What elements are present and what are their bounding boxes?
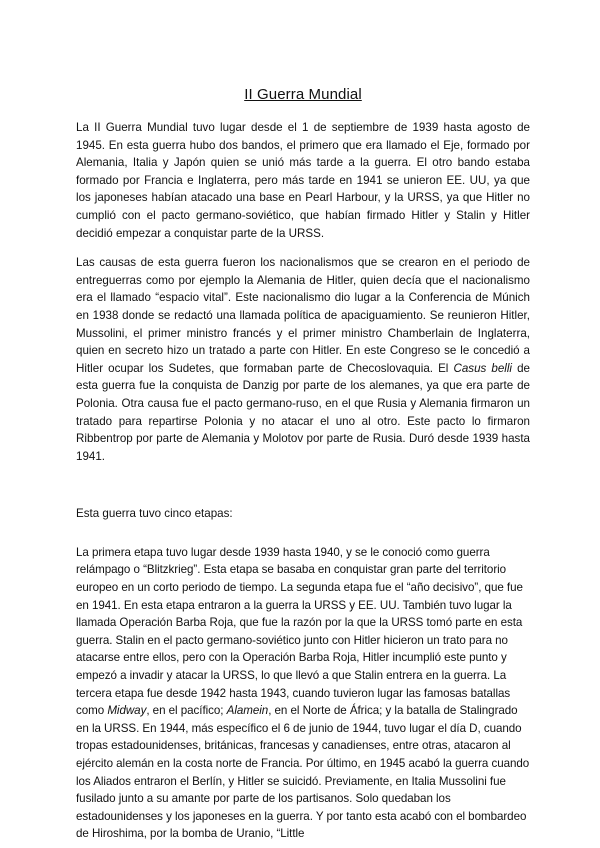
causes-text-end: de esta guerra fue la conquista de Danzig por parte de los alemanes, ya que era parte de Polonia. Otra causa fue el pacto germano-ruso, en el que Rusia y Alemania firmaron un tratado para repartirse Polonia y no atacar el uno al otro. Este pacto lo firmaron Ribbentrop por parte de Alemania y Molotov por parte de Rusia. Duró desde 1939 hasta 1941. <box>76 361 530 463</box>
midway-term: Midway <box>107 704 147 718</box>
casus-belli-term: Casus belli <box>453 361 513 375</box>
stages-text-1: La primera etapa tuvo lugar desde 1939 hasta 1940, y se le conoció como guerra relámpago o “Blitzkrieg”. Esta etapa se basaba en conquistar gran parte del territorio europeo en un corto periodo de tiempo. La segunda etapa fue el “año decisivo”, que fue en 1941. En esta etapa entraron a la guerra la URSS y EE. UU. También tuvo lugar la llamada Operación Barba Roja, que fue la razón por la que la URSS tomó parte en esta guerra. Stalin en el pacto germano-soviético junto con Hitler hicieron un trato para no atacarse entre ellos, pero con la Operación Barba Roja, Hitler incumplió este punto y empezó a invadir y atacar la URSS, lo que llevó a que Stalin entrera en la guerra. La tercera etapa fue desde 1942 hasta 1943, cuando tuvieron lugar las famosas batallas como <box>76 545 523 718</box>
spacer <box>76 465 530 505</box>
spacer <box>76 242 530 254</box>
stages-text-3: , en el Norte de África; y la batalla de Stalingrado en la URSS. En 1944, más específico el 6 de junio de 1944, tuvo lugar el día D, cuando tropas estadounidenses, británicas, francesas y canadienses, entre otras, atacaron al ejército alemán en la costa norte de Francia. Por último, en 1945 acabó la guerra cuando los Aliados entraron el Berlín, y Hitler se suicidó. Previamente, en Italia Mussolini fue fusilado junto a su amante por parte de los partisanos. Solo quedaban los estadounidenses y los japoneses en la guerra. Y por tanto esta acabó con el bombardeo de Hiroshima, por la bomba de Uranio, “Little <box>76 704 530 841</box>
paragraph-causes <box>76 254 530 465</box>
causes-text-start: Las causas de esta guerra fueron los nacionalismos que se crearon en el periodo de entreguerras como por ejemplo la Alemania de Hitler, quien decía que el nacionalismo era el llamado “espacio vital”. Este nacionalismo dio lugar a la Conferencia de Múnich en 1938 donde se redactó una llamada política de apaciguamiento. Se reunieron Hitler, Mussolini, el primer ministro francés y el primer ministro Chamberlain de Inglaterra, quien en secreto hizo un tratado a parte con Hitler. En este Congreso se le concedió a Hitler ocupar los Sudetes, que formaban parte de Checoslovaquia. El <box>76 256 530 375</box>
page-title: II Guerra Mundial <box>244 86 362 103</box>
alamein-term: Alamein <box>226 704 269 718</box>
paragraph-stages-intro: Esta guerra tuvo cinco etapas: <box>76 507 233 521</box>
stages-text-2: , en el pacífico; <box>146 704 227 718</box>
paragraph-intro: La II Guerra Mundial tuvo lugar desde el 1 de septiembre de 1939 hasta agosto de 1945. En esta guerra hubo dos bandos, el primero que era llamado el Eje, formado por Alemania, Italia y Japón quien se unió más tarde a la guerra. El otro bando estaba formado por Francia e Inglaterra, pero más tarde en 1941 se unieron EE. UU, ya que los japoneses habían atacado una base en Pearl Harbour, y la URSS, ya que Hitler no cumplió con el pacto germano-soviético, que habían firmado Hitler y Stalin y Hitler decidió empezar a conquistar parte de la URSS. <box>76 121 530 240</box>
paragraph-stages <box>76 544 530 843</box>
spacer <box>76 523 530 544</box>
